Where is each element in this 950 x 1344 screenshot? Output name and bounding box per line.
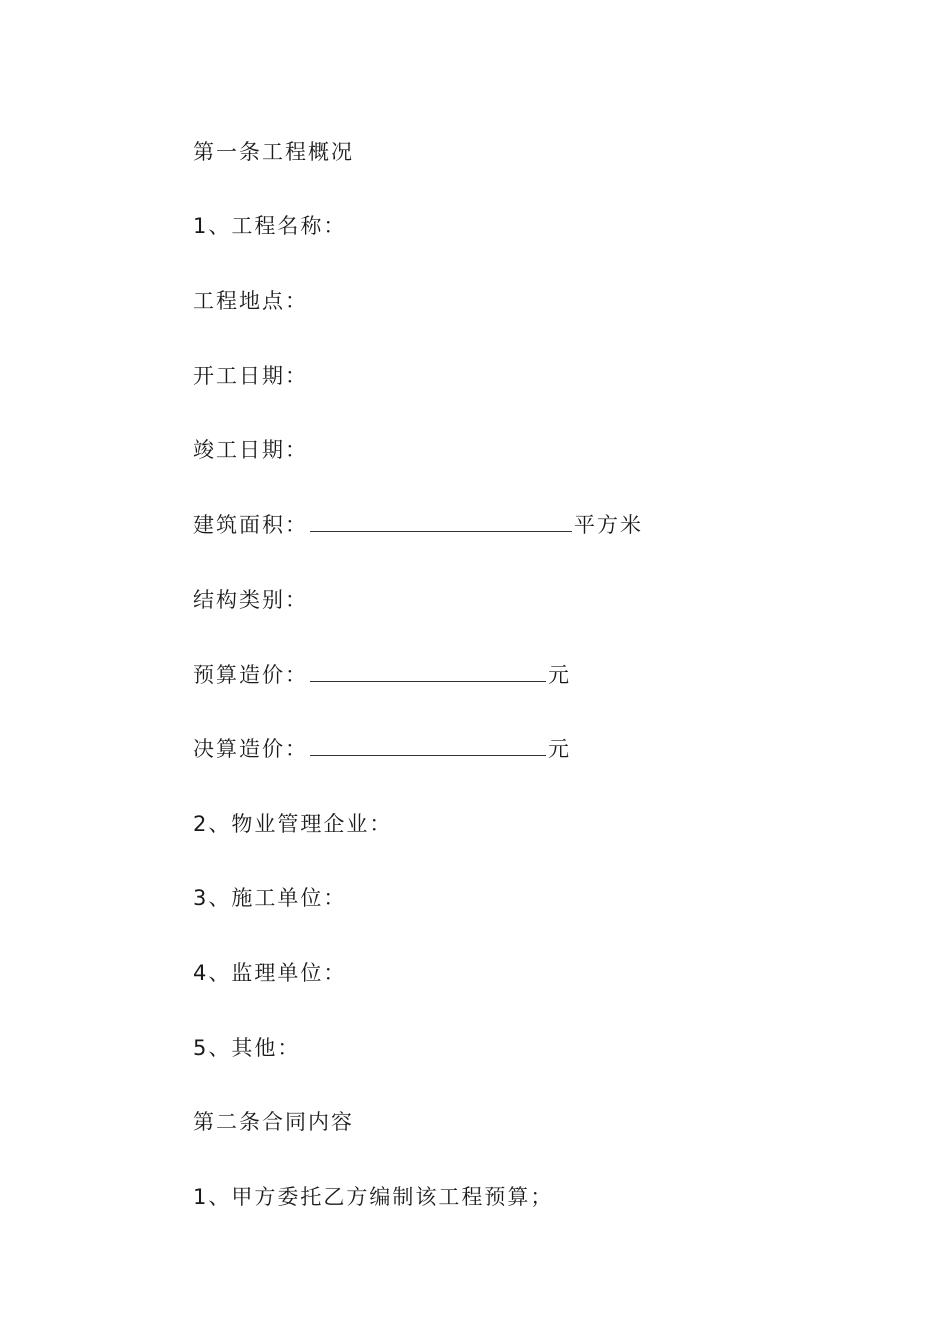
supervisor-line xyxy=(193,958,346,988)
contractor-label: 3、施工单位： xyxy=(193,886,347,910)
budget-cost-label: 预算造价： xyxy=(193,663,308,687)
project-location-line xyxy=(193,286,308,316)
budget-cost-blank xyxy=(310,661,546,682)
start-date-label: 开工日期： xyxy=(193,364,308,388)
article-2-heading xyxy=(193,1107,354,1137)
final-cost-blank xyxy=(310,735,546,756)
final-cost-unit: 元 xyxy=(548,737,571,761)
building-area-label: 建筑面积： xyxy=(193,513,308,537)
other-line xyxy=(193,1033,300,1063)
completion-date-line xyxy=(193,435,308,465)
supervisor-label: 4、监理单位： xyxy=(193,961,347,985)
start-date-line xyxy=(193,361,308,391)
budget-cost-unit: 元 xyxy=(548,663,571,687)
article-2-heading-text: 第二条合同内容 xyxy=(193,1110,354,1134)
structure-type-line xyxy=(193,585,308,615)
article-1-heading-text: 第一条工程概况 xyxy=(193,140,354,164)
other-label: 5、其他： xyxy=(193,1036,301,1060)
contract-item-1-text: 1、甲方委托乙方编制该工程预算； xyxy=(193,1185,554,1209)
final-cost-label: 决算造价： xyxy=(193,737,308,761)
contractor-line xyxy=(193,883,346,913)
building-area-unit: 平方米 xyxy=(574,513,643,537)
article-1-heading xyxy=(193,137,354,167)
structure-type-label: 结构类别： xyxy=(193,588,308,612)
project-location-label: 工程地点： xyxy=(193,289,308,313)
property-management-line xyxy=(193,809,392,839)
building-area-blank xyxy=(310,511,572,532)
contract-item-1-line xyxy=(193,1182,553,1212)
building-area-line xyxy=(193,510,643,540)
final-cost-line xyxy=(193,734,571,764)
project-name-label: 1、工程名称： xyxy=(193,214,347,238)
property-management-label: 2、物业管理企业： xyxy=(193,812,393,836)
project-name-line xyxy=(193,211,346,241)
budget-cost-line xyxy=(193,660,571,690)
completion-date-label: 竣工日期： xyxy=(193,438,308,462)
